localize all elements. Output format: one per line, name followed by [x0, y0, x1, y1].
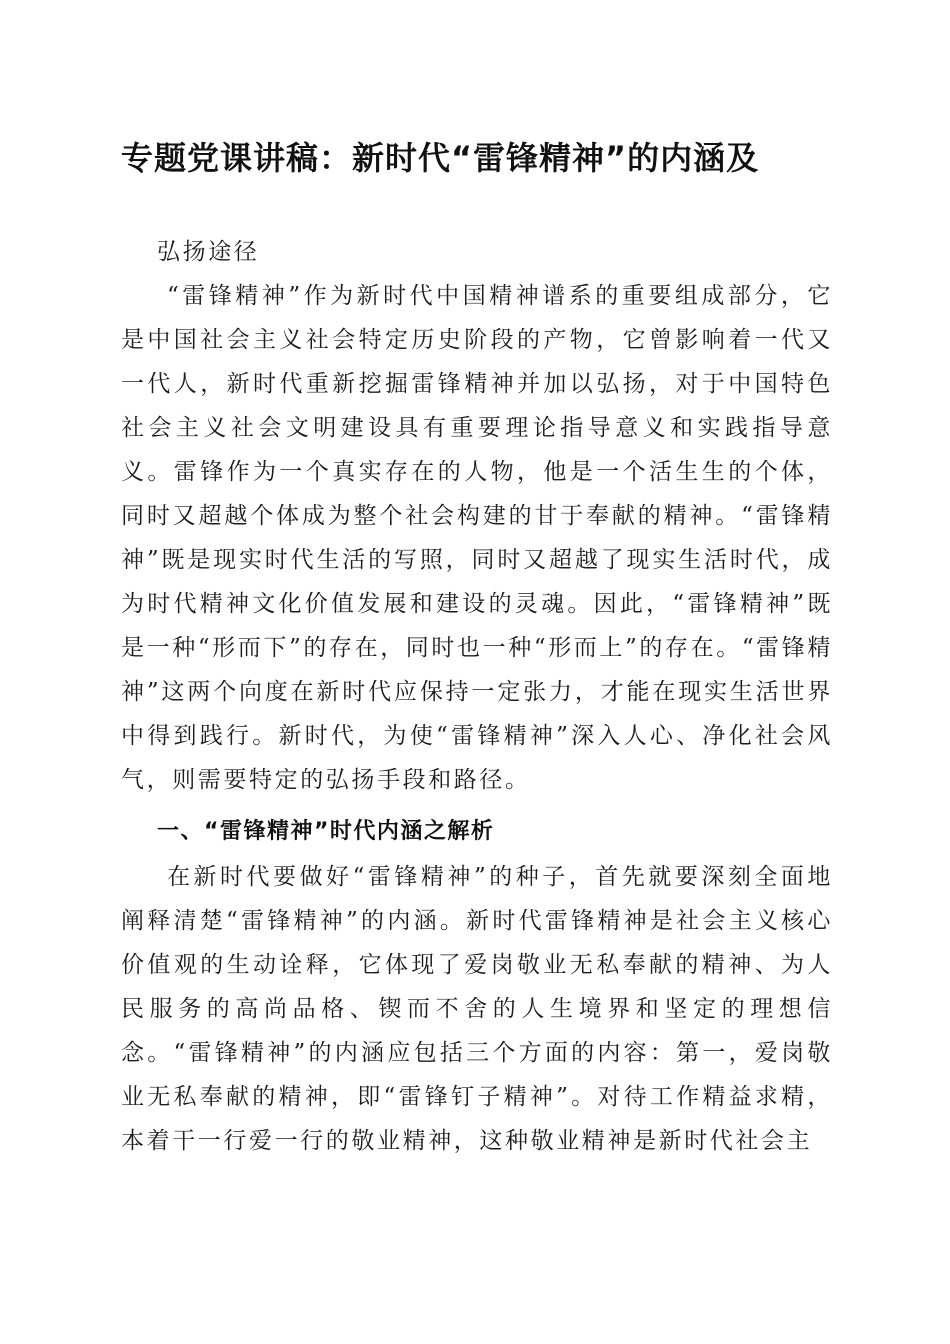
paragraph-section-1: 在新时代要做好“雷锋精神”的种子，首先就要深刻全面地阐释清楚“雷锋精神”的内涵。新时代雷锋精神是社会主义核心价值观的生动诠释，它体现了爱岗敬业无私奉献的精神、为人民服务的高尚品格、锲而不舍的人生境界和坚定的理想信念。“雷锋精神”的内涵应包括三个方面的内容：第一，爱岗敬业无私奉献的精神，即“雷锋钉子精神”。对待工作精益求精，本着干一行爱一行的敬业精神，这种敬业精神是新时代社会主: [121, 864, 833, 1154]
paragraph-intro: “雷锋精神”作为新时代中国精神谱系的重要组成部分，它是中国社会主义社会特定历史阶段的产物，它曾影响着一代又一代人，新时代重新挖掘雷锋精神并加以弘扬，对于中国特色社会主义社会文明建设具有重要理论指导意义和实践指导意义。雷锋作为一个真实存在的人物，他是一个活生生的个体，同时又超越个体成为整个社会构建的甘于奉献的精神。“雷锋精神”既是现实时代生活的写照，同时又超越了现实生活时代，成为时代精神文化价值发展和建设的灵魂。因此，“雷锋精神”既是一种“形而下”的存在，同时也一种“形而上”的存在。“雷锋精神”这两个向度在新时代应保持一定张力，才能在现实生活世界中得到践行。新时代，为使“雷锋精神”深入人心、净化社会风气，则需要特定的弘扬手段和路径。: [121, 283, 833, 793]
section-heading-1: 一、“雷锋精神”时代内涵之解析: [157, 819, 495, 844]
document-title: 专题党课讲稿：新时代“雷锋精神”的内涵及: [121, 139, 760, 177]
title-continuation: 弘扬途径: [157, 239, 260, 265]
section-1-block: [121, 855, 833, 1163]
intro-block: [121, 230, 833, 802]
